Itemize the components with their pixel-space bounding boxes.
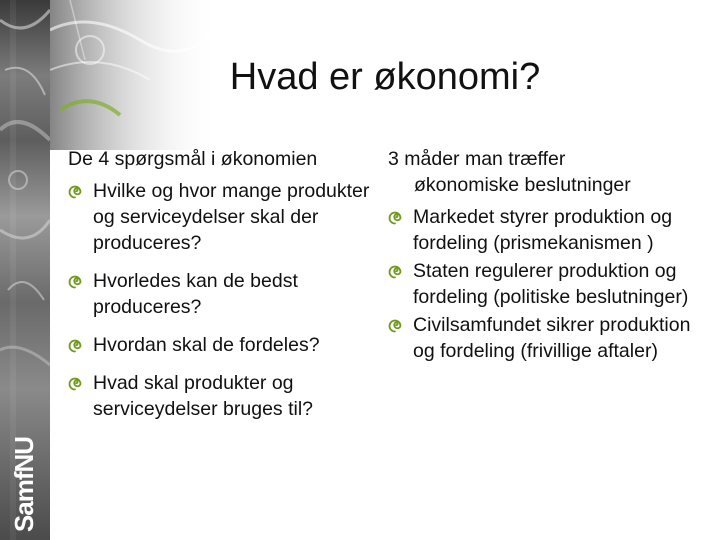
list-item bbox=[68, 332, 378, 358]
list-item-text: Civilsamfundet sikrer produktion og fordeling (frivillige aftaler) bbox=[413, 314, 691, 362]
list-item bbox=[388, 204, 698, 256]
right-bullet-list bbox=[388, 204, 698, 364]
side-decoration-strip bbox=[0, 0, 50, 540]
swirl-bullet-icon bbox=[68, 339, 82, 353]
list-item-text: Markedet styrer produktion og fordeling (prismekanismen ) bbox=[413, 206, 673, 254]
list-item-text: Hvorledes kan de bedst produceres? bbox=[93, 270, 298, 318]
list-item-text: Staten regulerer produktion og fordeling (politiske beslutninger) bbox=[413, 260, 689, 308]
swirl-bullet-icon bbox=[388, 319, 402, 333]
swirl-bullet-icon bbox=[68, 275, 82, 289]
list-item bbox=[68, 268, 378, 320]
samfnu-logo: SamfNU bbox=[9, 436, 40, 532]
right-heading-line-1: 3 måder man træffer bbox=[388, 148, 566, 170]
list-item-text: Hvad skal produkter og serviceydelser bruges til? bbox=[93, 372, 314, 420]
list-item bbox=[68, 370, 378, 422]
list-item bbox=[388, 312, 698, 364]
list-item bbox=[388, 258, 698, 310]
right-column bbox=[388, 146, 698, 366]
left-column-heading: De 4 spørgsmål i økonomien bbox=[68, 148, 318, 170]
swirl-bullet-icon bbox=[68, 185, 82, 199]
list-item-text: Hvordan skal de fordeles? bbox=[93, 334, 320, 356]
list-item-text: Hvilke og hvor mange produkter og serviceydelser skal der produceres? bbox=[93, 180, 370, 254]
list-item bbox=[68, 178, 378, 256]
right-heading-line-2: økonomiske beslutninger bbox=[414, 174, 631, 196]
swirl-bullet-icon bbox=[68, 377, 82, 391]
swirl-bullet-icon bbox=[388, 211, 402, 225]
left-column bbox=[68, 146, 378, 434]
swirl-bullet-icon bbox=[388, 265, 402, 279]
left-bullet-list bbox=[68, 178, 378, 422]
slide-title: Hvad er økonomi? bbox=[229, 56, 541, 98]
right-column-heading bbox=[388, 146, 698, 198]
